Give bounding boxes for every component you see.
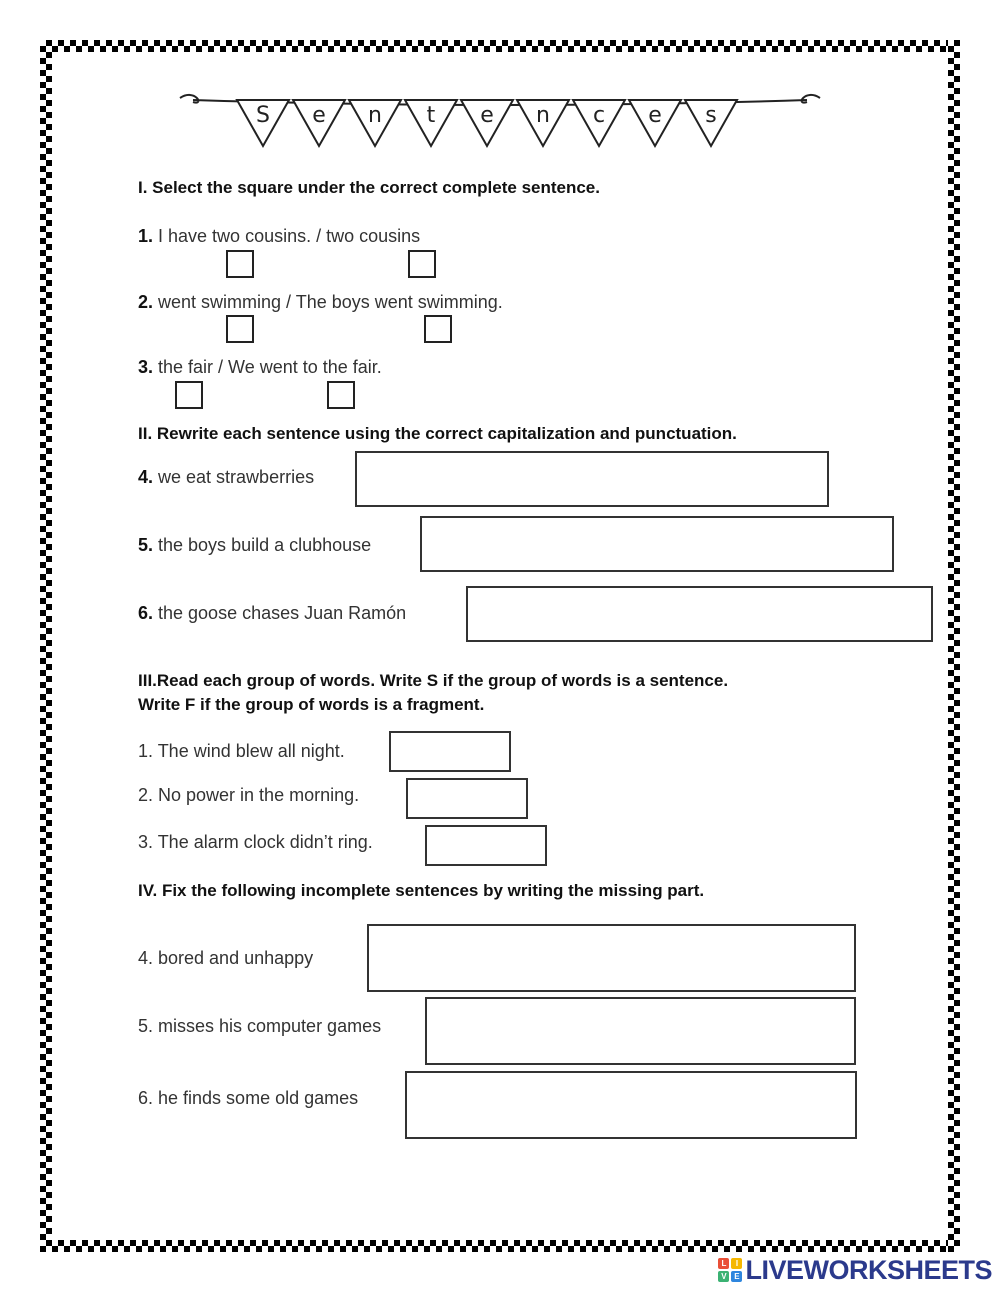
banner-flag	[573, 100, 625, 146]
item-number: 6.	[138, 603, 154, 623]
sentence-fragment-input-2[interactable]	[406, 778, 528, 819]
item-number: 3.	[138, 357, 154, 377]
item-text: the fair / We went to the fair.	[153, 357, 382, 377]
logo-cell: L	[718, 1258, 729, 1269]
banner-letter: s	[705, 103, 717, 128]
item-text: I have two cousins. / two cousins	[153, 226, 421, 246]
banner-flag	[237, 100, 289, 146]
liveworksheets-logo-icon	[718, 1258, 742, 1282]
section3-heading-line2: Write F if the group of words is a fragment.	[138, 695, 485, 714]
item-text: the goose chases Juan Ramón	[153, 603, 407, 623]
item-text: went swimming / The boys went swimming.	[153, 292, 503, 312]
banner-letter: e	[648, 103, 662, 128]
section4-item-5: 5. misses his computer games	[138, 1016, 382, 1036]
sentence-fragment-input-1[interactable]	[389, 731, 511, 772]
section2-item-6	[138, 603, 406, 624]
banner-flag	[293, 100, 345, 146]
section2-item-4	[138, 467, 314, 488]
banner-letter: n	[368, 103, 382, 128]
section3-heading-line1: III.Read each group of words. Write S if the group of words is a sentence.	[138, 671, 729, 690]
fix-sentence-input-4[interactable]	[367, 924, 856, 992]
banner-flag	[517, 100, 569, 146]
item-number: 5.	[138, 535, 154, 555]
banner-flag	[349, 100, 401, 146]
rewrite-input-5[interactable]	[420, 516, 894, 572]
item-number: 4.	[138, 467, 154, 487]
banner-letter: t	[426, 103, 436, 128]
answer-square-1a[interactable]	[226, 250, 254, 278]
section1-item-2	[138, 292, 503, 313]
section1-item-3	[138, 357, 382, 378]
checker-border-right	[948, 40, 960, 1252]
item-text: we eat strawberries	[153, 467, 315, 487]
banner-letter: e	[312, 103, 326, 128]
section3-item-2: 2. No power in the morning.	[138, 785, 360, 805]
section4-heading: IV. Fix the following incomplete sentences by writing the missing part.	[138, 881, 705, 900]
answer-square-2b[interactable]	[424, 315, 452, 343]
rewrite-input-4[interactable]	[355, 451, 829, 507]
section3-item-3: 3. The alarm clock didn’t ring.	[138, 832, 373, 852]
section4-item-6: 6. he finds some old games	[138, 1088, 359, 1108]
section2-heading: II. Rewrite each sentence using the correct capitalization and punctuation.	[138, 424, 737, 443]
answer-square-1b[interactable]	[408, 250, 436, 278]
answer-square-3a[interactable]	[175, 381, 203, 409]
fix-sentence-input-6[interactable]	[405, 1071, 857, 1139]
answer-square-2a[interactable]	[226, 315, 254, 343]
checker-border-left	[40, 40, 52, 1252]
answer-square-3b[interactable]	[327, 381, 355, 409]
section3-item-1: 1. The wind blew all night.	[138, 741, 345, 761]
banner-flag	[629, 100, 681, 146]
item-number: 2.	[138, 292, 154, 312]
section2-item-5	[138, 535, 371, 556]
title-banner	[175, 80, 825, 160]
logo-cell: I	[731, 1258, 742, 1269]
footer-brand: LIVEWORKSHEETS	[745, 1254, 992, 1285]
banner-flag	[461, 100, 513, 146]
checker-border-top	[40, 40, 960, 52]
checker-border-bottom	[40, 1240, 960, 1252]
banner-letter: e	[480, 103, 494, 128]
logo-cell: E	[731, 1271, 742, 1282]
banner-letter: S	[256, 103, 270, 128]
item-text: the boys build a clubhouse	[153, 535, 372, 555]
rewrite-input-6[interactable]	[466, 586, 933, 642]
banner-letter: n	[536, 103, 550, 128]
banner-flag	[405, 100, 457, 146]
section3-heading	[138, 669, 728, 717]
section4-item-4: 4. bored and unhappy	[138, 948, 314, 968]
sentence-fragment-input-3[interactable]	[425, 825, 547, 866]
item-number: 1.	[138, 226, 154, 246]
section1-item-1	[138, 226, 420, 247]
banner-letter: c	[592, 103, 606, 128]
fix-sentence-input-5[interactable]	[425, 997, 856, 1065]
banner-flag	[685, 100, 737, 146]
liveworksheets-footer[interactable]	[718, 1255, 992, 1285]
section1-heading: I. Select the square under the correct complete sentence.	[138, 178, 600, 197]
logo-cell: V	[718, 1271, 729, 1282]
